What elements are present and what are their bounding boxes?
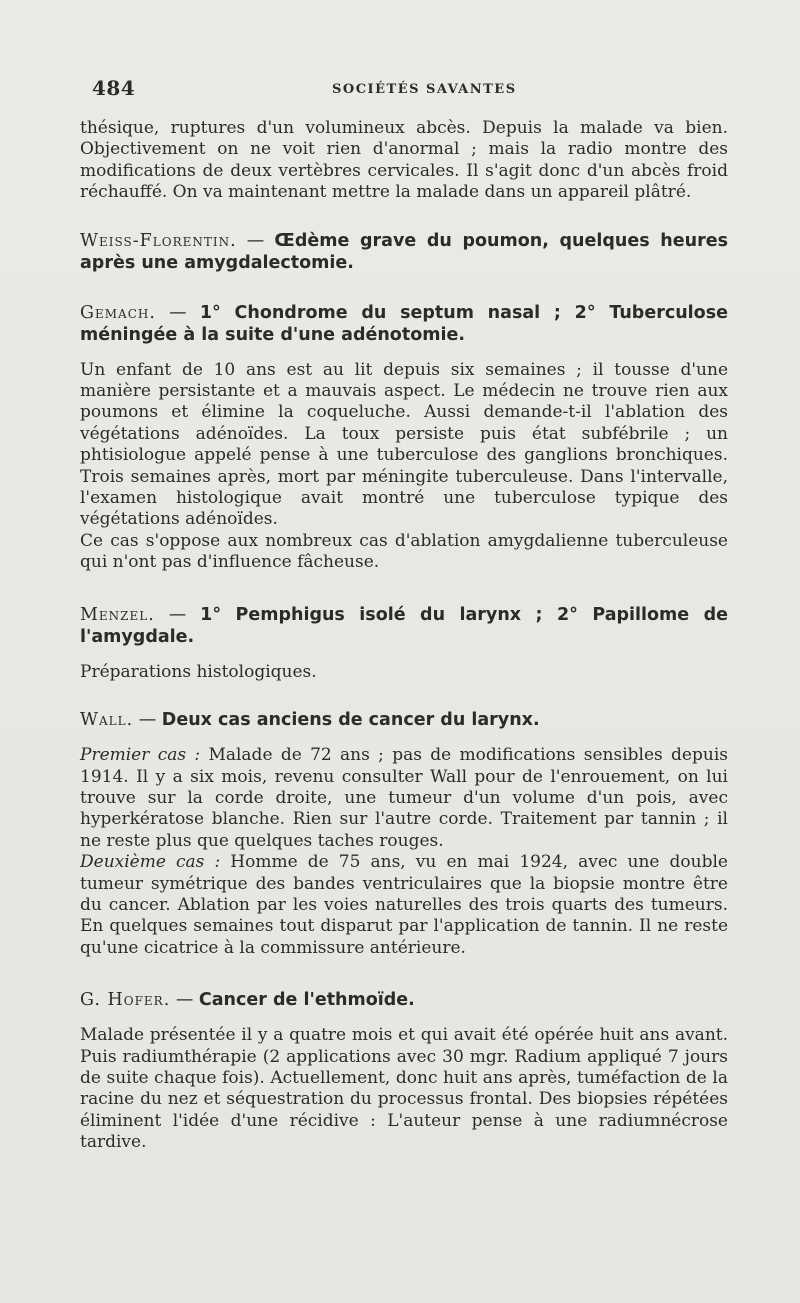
entry-separator: — bbox=[236, 230, 275, 251]
case-text: Homme de 75 ans, vu en mai 1924, avec une double tumeur symétrique des bandes ventriculaires que la biopsie montre être du cancer. Ablation par les voies naturelles des trois quarts des tumeurs. En quelques semaines tout disparut par l'application de tannin. Il ne reste qu'une cicatrice à la commissure antérieure. bbox=[80, 852, 728, 958]
page-body bbox=[80, 118, 728, 1154]
entry-hofer-paragraph-1: Malade présentée il y a quatre mois et qui avait été opérée huit ans avant. Puis radiumthérapie (2 applications avec 30 mgr. Radium appliqué 7 jours de suite chaque fois). Actuellement, donc huit ans après, tuméfaction de la racine du nez et séquestration du processus frontal. Des biopsies répétées éliminent l'idée d'une récidive : L'auteur pense à une radiumnécrose tardive. bbox=[80, 1025, 728, 1153]
case-label: Premier cas : bbox=[80, 745, 201, 766]
entry-author: Gemach. bbox=[80, 302, 156, 323]
entry-title: Deux cas anciens de cancer du larynx. bbox=[161, 710, 540, 731]
entry-title: 1° Pemphigus isolé du larynx ; 2° Papillome de l'amygdale. bbox=[80, 604, 728, 647]
entry-separator: — bbox=[133, 710, 162, 731]
entry-title: Œdème grave du poumon, quelques heures après une amygdalectomie. bbox=[80, 230, 728, 273]
page-number: 484 bbox=[92, 76, 136, 100]
entry-separator: — bbox=[155, 302, 200, 323]
entry-author: Weiss-Florentin. bbox=[80, 230, 237, 251]
entry-hofer-heading bbox=[80, 989, 728, 1011]
entry-menzel-heading bbox=[80, 604, 728, 648]
entry-wall-case-2 bbox=[80, 852, 728, 959]
entry-author: Wall. bbox=[80, 710, 134, 731]
entry-author: Menzel. bbox=[80, 604, 155, 625]
entry-title: Cancer de l'ethmoïde. bbox=[198, 990, 415, 1011]
entry-separator: — bbox=[170, 990, 199, 1011]
case-text: Malade de 72 ans ; pas de modifications sensibles depuis 1914. Il y a six mois, revenu consulter Wall pour de l'enrouement, on lui trouve sur la corde droite, une tumeur d'un volume d'un pois, avec hyperkératose blanche. Rien sur l'autre corde. Traitement par tannin ; il ne reste plus que quelques taches rouges. bbox=[80, 745, 728, 851]
entry-title: 1° Chondrome du septum nasal ; 2° Tuberculose méningée à la suite d'une adénotomie. bbox=[80, 302, 728, 345]
intro-paragraph: thésique, ruptures d'un volumineux abcès. Depuis la malade va bien. Objectivement on ne voit rien d'anormal ; mais la radio montre des modifications de deux vertèbres cervicales. Il s'agit donc d'un abcès froid réchauffé. On va maintenant mettre la malade dans un appareil plâtré. bbox=[80, 118, 728, 203]
entry-gemach-paragraph-1: Un enfant de 10 ans est au lit depuis six semaines ; il tousse d'une manière persistante et a mauvais aspect. Le médecin ne trouve rien aux poumons et élimine la coqueluche. Aussi demande-t-il l'ablation des végétations adénoïdes. La toux persiste puis état subfébrile ; un phtisiologue appelé pense à une tuberculose des ganglions bronchiques. Trois semaines après, mort par méningite tuberculeuse. Dans l'intervalle, l'examen histologique avait montré une tuberculose typique des végétations adénoïdes. bbox=[80, 359, 728, 530]
entry-weiss-heading bbox=[80, 230, 728, 274]
page-header bbox=[92, 76, 732, 106]
entry-separator: — bbox=[154, 604, 201, 625]
entry-wall-case-1 bbox=[80, 745, 728, 852]
entry-gemach-heading bbox=[80, 302, 728, 346]
entry-gemach-paragraph-2: Ce cas s'oppose aux nombreux cas d'ablation amygdalienne tuberculeuse qui n'ont pas d'influence fâcheuse. bbox=[80, 530, 728, 573]
case-label: Deuxième cas : bbox=[80, 852, 221, 873]
entry-menzel-paragraph-1: Préparations histologiques. bbox=[80, 661, 317, 682]
running-head: SOCIÉTÉS SAVANTES bbox=[332, 82, 517, 97]
entry-author: G. Hofer. bbox=[80, 990, 171, 1011]
entry-wall-heading bbox=[80, 709, 728, 731]
